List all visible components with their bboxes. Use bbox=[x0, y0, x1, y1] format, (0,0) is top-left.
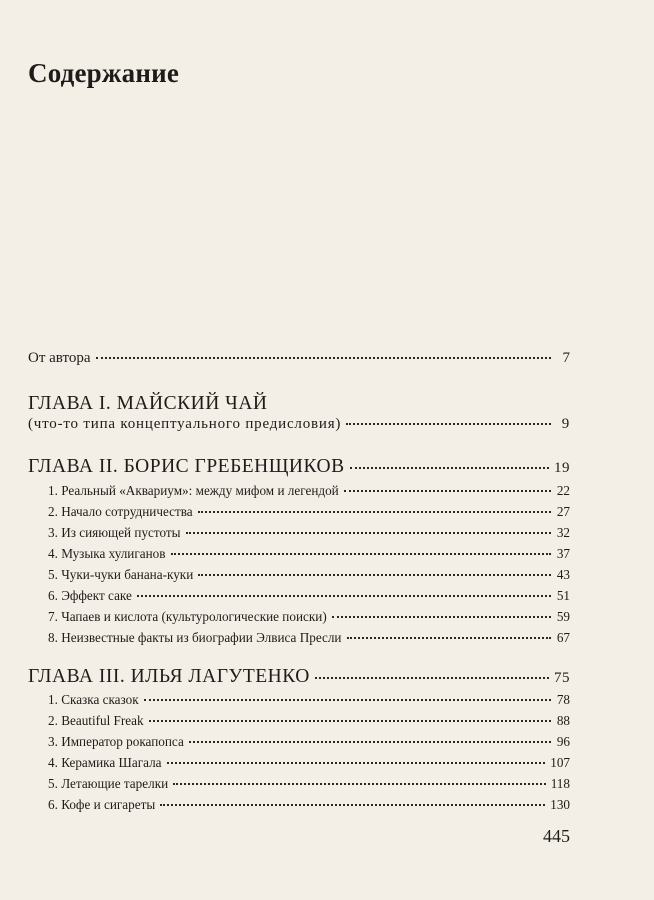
dot-leader bbox=[144, 698, 551, 701]
toc-entry-label: 4. Керамика Шагала bbox=[48, 755, 162, 770]
toc-entry-label: 1. Реальный «Аквариум»: между мифом и легендой bbox=[48, 483, 339, 498]
toc-list-item[interactable] bbox=[48, 609, 570, 625]
toc-entry-page: 22 bbox=[556, 483, 570, 498]
dot-leader bbox=[189, 740, 551, 743]
toc-entry-page: 59 bbox=[556, 609, 570, 624]
toc-entry-label: 4. Музыка хулиганов bbox=[48, 546, 166, 561]
toc-list-item[interactable] bbox=[48, 713, 570, 729]
toc-entry-label: 3. Император рокапопса bbox=[48, 734, 184, 749]
dot-leader bbox=[315, 676, 549, 679]
dot-leader bbox=[186, 531, 551, 534]
toc-entry-label: 6. Кофе и сигареты bbox=[48, 797, 156, 812]
toc-entry-label: (что-то типа концептуального предисловия) bbox=[28, 416, 342, 432]
dot-leader bbox=[344, 489, 551, 492]
toc-list-item[interactable] bbox=[48, 504, 570, 520]
chapter-2-heading: ГЛАВА II. БОРИС ГРЕБЕНЩИКОВ bbox=[28, 456, 345, 477]
toc-entry-page: 88 bbox=[556, 713, 570, 728]
toc-entry-page: 78 bbox=[556, 692, 570, 707]
dot-leader bbox=[347, 636, 552, 639]
dot-leader bbox=[96, 356, 551, 359]
dot-leader bbox=[198, 510, 551, 513]
chapter-2-entry[interactable] bbox=[28, 456, 570, 478]
toc-entry-label: 6. Эффект саке bbox=[48, 588, 132, 603]
toc-list-item[interactable] bbox=[48, 776, 570, 792]
page-title: Содержание bbox=[28, 58, 180, 88]
toc-list-item[interactable] bbox=[48, 797, 570, 813]
dot-leader bbox=[173, 782, 546, 785]
toc-list-item[interactable] bbox=[48, 567, 570, 583]
toc-entry-page: 27 bbox=[556, 504, 570, 519]
toc-list-item[interactable] bbox=[48, 483, 570, 499]
toc-list-item[interactable] bbox=[48, 630, 570, 646]
toc-entry-page: 32 bbox=[556, 525, 570, 540]
dot-leader bbox=[346, 422, 551, 425]
toc-entry-label: 5. Летающие тарелки bbox=[48, 776, 169, 791]
toc-entry-page: 19 bbox=[554, 460, 570, 476]
dot-leader bbox=[149, 719, 551, 722]
dot-leader bbox=[332, 615, 551, 618]
toc-entry-label: 1. Сказка сказок bbox=[48, 692, 139, 707]
page-number: 445 bbox=[543, 826, 570, 846]
toc-entry-label: 3. Из сияющей пустоты bbox=[48, 525, 181, 540]
toc-entry-label: 8. Неизвестные факты из биографии Элвиса Пресли bbox=[48, 630, 342, 645]
dot-leader bbox=[137, 594, 551, 597]
toc-list-item[interactable] bbox=[48, 588, 570, 604]
toc-entry-page: 118 bbox=[550, 776, 570, 791]
toc-entry-page: 51 bbox=[556, 588, 570, 603]
toc-entry-label: От автора bbox=[28, 350, 91, 366]
toc-entry-label: 2. Начало сотрудничества bbox=[48, 504, 193, 519]
toc-entry-author[interactable] bbox=[28, 350, 570, 367]
toc-entry-page: 7 bbox=[562, 350, 570, 366]
dot-leader bbox=[167, 761, 546, 764]
toc-entry-page: 130 bbox=[550, 797, 570, 812]
toc-entry-label: 7. Чапаев и кислота (культурологические поиски) bbox=[48, 609, 327, 624]
toc-entry-page: 37 bbox=[556, 546, 570, 561]
dot-leader bbox=[350, 466, 549, 469]
chapter-3-entry[interactable] bbox=[28, 666, 570, 688]
chapter-3-heading: ГЛАВА III. ИЛЬЯ ЛАГУТЕНКО bbox=[28, 666, 310, 687]
toc-entry-page: 67 bbox=[556, 630, 570, 645]
toc-list-item[interactable] bbox=[48, 692, 570, 708]
toc-list-item[interactable] bbox=[48, 755, 570, 771]
chapter-1-subtitle-entry[interactable] bbox=[28, 416, 570, 433]
toc-list-item[interactable] bbox=[48, 734, 570, 750]
toc-list-item[interactable] bbox=[48, 525, 570, 541]
chapter-1-heading[interactable]: ГЛАВА I. МАЙСКИЙ ЧАЙ bbox=[28, 393, 268, 414]
dot-leader bbox=[160, 803, 545, 806]
toc-entry-label: 2. Beautiful Freak bbox=[48, 713, 144, 728]
toc-entry-page: 107 bbox=[550, 755, 570, 770]
toc-entry-page: 96 bbox=[556, 734, 570, 749]
toc-entry-page: 75 bbox=[554, 670, 570, 686]
toc-list-item[interactable] bbox=[48, 546, 570, 562]
toc-entry-page: 43 bbox=[556, 567, 570, 582]
dot-leader bbox=[198, 573, 551, 576]
dot-leader bbox=[171, 552, 552, 555]
toc-entry-label: 5. Чуки-чуки банана-куки bbox=[48, 567, 194, 582]
toc-entry-page: 9 bbox=[561, 416, 570, 432]
